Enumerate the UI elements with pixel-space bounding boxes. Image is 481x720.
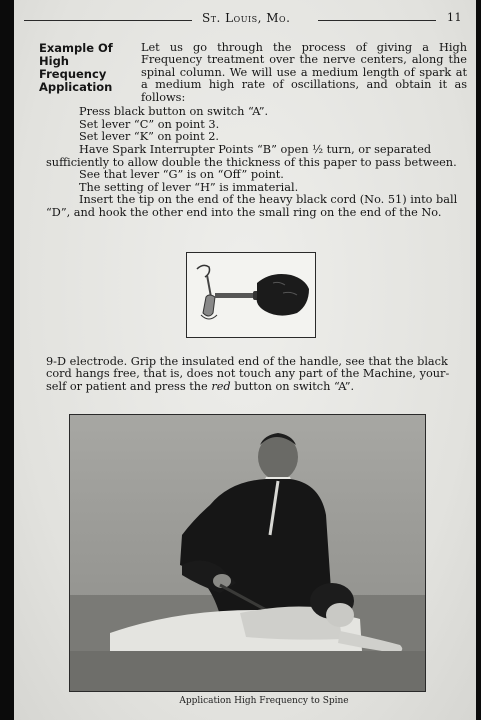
- continuation-line: cord hangs free, that is, does not touch any part of the Machine, your-: [46, 367, 450, 381]
- step-line: The setting of lever “H” is immaterial.: [79, 181, 299, 194]
- step-line: Press black button on switch “A”.: [79, 105, 269, 118]
- running-head-title: St. Louis, Mo.: [202, 11, 291, 25]
- side-heading-line: Example Of: [39, 41, 113, 55]
- step-line: Insert the tip on the end of the heavy black cord (No. 51) into ball: [79, 193, 458, 206]
- step-line: See that lever “G” is on “Off” point.: [79, 168, 284, 181]
- side-heading-line: High: [39, 54, 69, 68]
- continuation-line: 9-D electrode. Grip the insulated end of the handle, see that the black: [46, 355, 448, 368]
- header-rule-right: [318, 20, 436, 21]
- emphasis-red: red: [211, 379, 231, 393]
- electrode-photo: [186, 252, 316, 338]
- intro-paragraph: Let us go through the process of giving a High Frequency treatment over the nerve centers, along the spinal column. We will use a medium length of spark at a medium high rate of oscillations, and obtain it as follows:: [141, 41, 467, 104]
- side-heading: [39, 42, 139, 94]
- step-line: “D”, and hook the other end into the small ring on the end of the No.: [46, 206, 442, 219]
- step-line: Have Spark Interrupter Points “B” open ½ turn, or separated: [79, 143, 432, 156]
- continuation-text: button on switch “A”.: [230, 379, 355, 393]
- step-line: sufficiently to allow double the thickness of this paper to pass between.: [46, 156, 457, 169]
- step-line: Set lever “C” on point 3.: [79, 118, 220, 131]
- side-heading-line: Application: [39, 80, 113, 94]
- running-head: [14, 6, 476, 24]
- photo-caption: Application High Frequency to Spine: [179, 696, 349, 706]
- header-rule-left: [24, 20, 192, 21]
- page-number: 11: [447, 11, 462, 24]
- continuation-line-3: [46, 381, 471, 393]
- continuation-paragraph: [46, 356, 471, 393]
- step-line: Set lever “K” on point 2.: [79, 130, 219, 143]
- book-page: [14, 0, 476, 720]
- treatment-photo: [69, 414, 426, 692]
- continuation-text: self or patient and press the: [46, 379, 212, 393]
- side-heading-line: Frequency: [39, 67, 107, 81]
